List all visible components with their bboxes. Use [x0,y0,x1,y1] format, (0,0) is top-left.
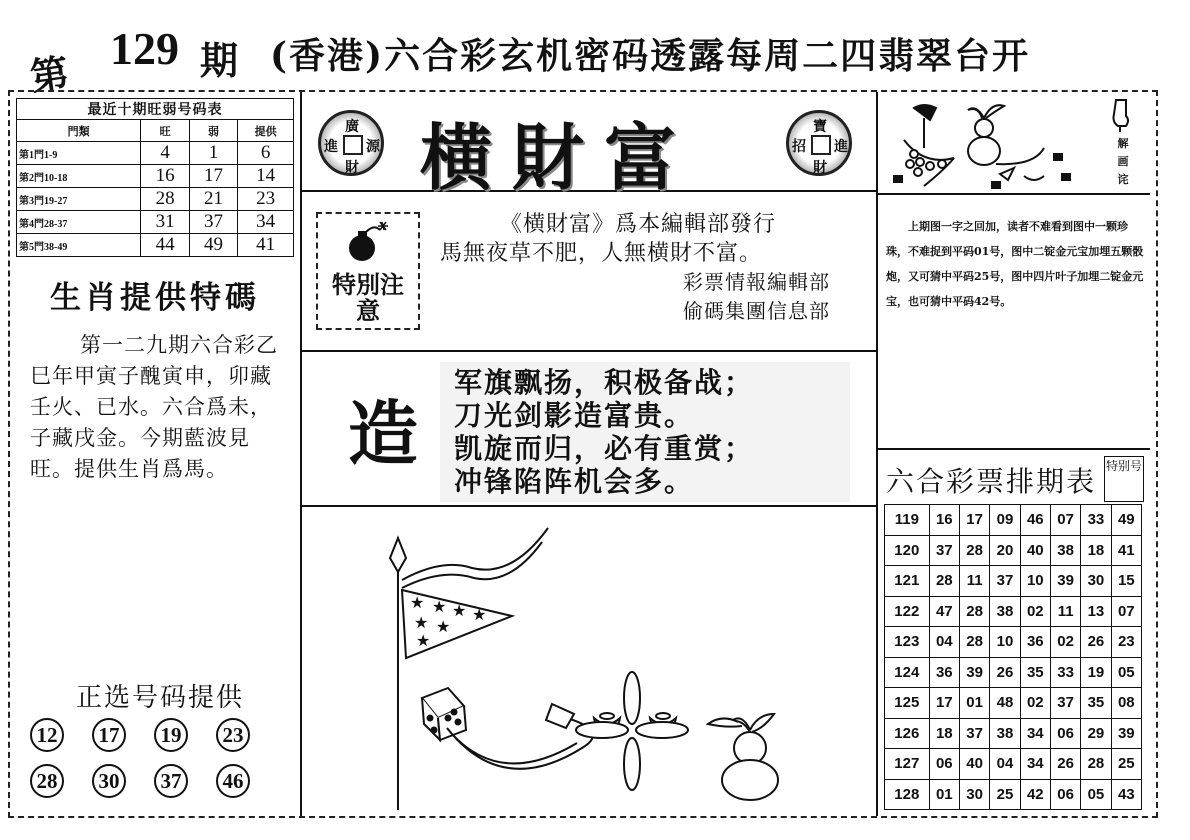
coin-char: 招 [792,139,806,155]
table-cell: 46 [1020,505,1050,536]
pick-ball: 28 [30,764,64,798]
table-cell: 48 [990,688,1020,719]
divider-poem [300,505,878,507]
table-cell: 25 [990,779,1020,810]
issue-prefix: 第 [27,49,72,100]
column-header: 弱 [189,120,237,142]
table-row [885,779,1142,810]
svg-text:★: ★ [414,613,429,632]
table-cell: 37 [189,211,237,234]
divider-notice [300,350,878,352]
row-label: 第1門1-9 [17,142,141,165]
table-cell: 06 [929,749,959,780]
table-cell: 6 [238,142,294,165]
column-header: 門類 [17,120,141,142]
row-label: 第3門19-27 [17,188,141,211]
coin-char: 進 [324,139,338,155]
table-cell: 28 [929,566,959,597]
table-row [17,211,294,234]
picks-title: 正选号码提供 [75,683,244,713]
table-cell: 02 [1050,627,1080,658]
poem-line: 刀光剑影造富贵。 [454,399,695,432]
table-cell: 31 [141,211,189,234]
special-number: 15 [1111,566,1141,597]
recent-numbers-table [16,98,294,257]
table-cell: 11 [1050,596,1080,627]
special-number: 25 [1111,749,1141,780]
table-cell: 28 [141,188,189,211]
table-cell: 37 [959,718,989,749]
notice-badge-text: 特別注意 [332,271,404,325]
pick-ball: 17 [92,718,126,752]
notice-line: 《横財富》爲本編輯部發行 [500,212,777,237]
dice-icon [422,688,466,740]
table-cell: 17 [929,688,959,719]
table-cell: 09 [990,505,1020,536]
svg-text:★: ★ [472,605,487,624]
clover-icon [576,672,688,790]
table-cell: 37 [990,566,1020,597]
coin-char: 廣 [345,119,359,135]
notice-text [440,210,860,326]
page-title: (香港)六合彩玄机密码透露每周二四翡翠台开 [270,35,1031,77]
riddle-label: 解画诧 [1117,137,1129,186]
schedule-title: 六合彩票排期表 [886,465,1097,498]
special-number: 41 [1111,535,1141,566]
table-cell: 02 [1020,688,1050,719]
table-cell: 16 [929,505,959,536]
special-number: 08 [1111,688,1141,719]
table-cell: 10 [1020,566,1050,597]
coin-char: 財 [813,160,827,176]
table-cell: 44 [141,234,189,257]
pick-ball: 12 [30,718,64,752]
svg-text:★: ★ [410,593,425,612]
pick-ball: 30 [92,764,126,798]
table-row [885,688,1142,719]
notice-line: 彩票情報編輯部 [683,270,830,294]
table-cell: 35 [1020,657,1050,688]
coin-char: 進 [834,139,848,155]
table-row [885,718,1142,749]
row-label: 第5門38-49 [17,234,141,257]
table-cell: 36 [929,657,959,688]
table-cell: 40 [959,749,989,780]
table-cell: 35 [1081,688,1111,719]
issue-number: 129 [110,23,179,74]
notice-line: 偷碼集團信息部 [683,299,830,323]
coin-left [318,110,384,176]
coin-char: 源 [366,139,380,155]
schedule-table [884,504,1142,810]
table-row [17,165,294,188]
draw-number: 120 [885,535,930,566]
coin-char: 財 [345,160,359,176]
table-cell: 06 [1050,718,1080,749]
table-cell: 4 [141,142,189,165]
table-cell: 37 [1050,688,1080,719]
pick-ball: 19 [154,718,188,752]
special-number: 39 [1111,718,1141,749]
issue-suffix: 期 [200,38,239,83]
riddle-illustration [302,508,874,816]
pointing-hand-icon [1108,96,1134,134]
special-number: 07 [1111,596,1141,627]
table-cell: 18 [929,718,959,749]
table-cell: 42 [1020,779,1050,810]
table-cell: 37 [929,535,959,566]
special-number: 43 [1111,779,1141,810]
table-cell: 28 [1081,749,1111,780]
special-number: 49 [1111,505,1141,536]
table-cell: 47 [929,596,959,627]
table-cell: 05 [1081,779,1111,810]
divider-riddle [878,193,1150,195]
table-cell: 13 [1081,596,1111,627]
special-number-label: 特别号 [1104,456,1144,502]
pick-ball: 23 [216,718,250,752]
special-number: 05 [1111,657,1141,688]
table-row [17,142,294,165]
riddle-picture [884,96,1104,192]
table-cell: 28 [959,596,989,627]
riddle-text: 上期图一字之回加，读者不难看到图中一颗珍珠，不难捉到平码01号，图中二锭金元宝加埋五颗骰炮，又可猜中平码25号，图中四片叶子加埋二锭金元宝，也可猜中平码42号。 [886,220,1144,308]
draw-number: 122 [885,596,930,627]
coin-right [786,110,852,176]
special-number: 23 [1111,627,1141,658]
picks-list [30,718,280,798]
divider-schedule [878,448,1150,450]
bomb-icon [340,220,400,266]
table-cell: 28 [959,627,989,658]
svg-text:★: ★ [452,601,467,620]
poem-line: 军旗飘扬，积极备战； [454,366,755,399]
table-cell: 36 [1020,627,1050,658]
row-label: 第2門10-18 [17,165,141,188]
table-row [885,657,1142,688]
table-cell: 29 [1081,718,1111,749]
table-cell: 1 [189,142,237,165]
table-cell: 17 [189,165,237,188]
table-cell: 04 [990,749,1020,780]
table-cell: 40 [1020,535,1050,566]
poem-line: 凯旋而归，必有重赏； [454,432,755,465]
header [0,0,1190,100]
table-cell: 30 [959,779,989,810]
zodiac-text: 第一二九期六合彩乙巳年甲寅子醜寅申，卯藏壬火、已水。六合爲未，子藏戌金。今期藍波見旺。提供生肖爲馬。 [30,333,278,481]
table-row [885,505,1142,536]
table-cell: 38 [990,718,1020,749]
table-cell: 04 [929,627,959,658]
table-cell: 41 [238,234,294,257]
table-row [17,234,294,257]
table-cell: 19 [1081,657,1111,688]
draw-number: 126 [885,718,930,749]
svg-text:★: ★ [416,631,431,650]
table-cell: 18 [1081,535,1111,566]
draw-number: 127 [885,749,930,780]
table-cell: 01 [929,779,959,810]
table-cell: 20 [990,535,1020,566]
table-cell: 34 [1020,718,1050,749]
svg-text:★: ★ [432,597,447,616]
table-cell: 10 [990,627,1020,658]
table-cell: 02 [1020,596,1050,627]
table-cell: 17 [959,505,989,536]
table-cell: 33 [1081,505,1111,536]
table-cell: 26 [990,657,1020,688]
pick-ball: 37 [154,764,188,798]
table-cell: 30 [1081,566,1111,597]
svg-text:★: ★ [436,617,451,636]
draw-number: 121 [885,566,930,597]
table-row [885,749,1142,780]
table-cell: 16 [141,165,189,188]
table-cell: 38 [1050,535,1080,566]
table-cell: 06 [1050,779,1080,810]
table-cell: 34 [238,211,294,234]
draw-number: 119 [885,505,930,536]
poem-line: 冲锋陷阵机会多。 [454,465,695,498]
poem [440,362,850,502]
main-title: 横財富 [420,115,697,200]
notice-line: 馬無夜草不肥，人無横財不富。 [440,241,763,266]
draw-number: 125 [885,688,930,719]
draw-number: 128 [885,779,930,810]
table-row [885,596,1142,627]
zodiac-title: 生肖提供特碼 [50,280,260,316]
table-row [17,188,294,211]
table-cell: 11 [959,566,989,597]
divider-right [876,92,878,816]
table-cell: 28 [959,535,989,566]
coin-char: 寶 [813,119,827,135]
table-cell: 14 [238,165,294,188]
row-label: 第4門28-37 [17,211,141,234]
table-cell: 26 [1050,749,1080,780]
column-header: 提供 [238,120,294,142]
table-cell: 38 [990,596,1020,627]
table-cell: 26 [1081,627,1111,658]
table-cell: 33 [1050,657,1080,688]
table-cell: 39 [959,657,989,688]
table-cell: 21 [189,188,237,211]
draw-number: 124 [885,657,930,688]
table-row [885,566,1142,597]
table-cell: 39 [1050,566,1080,597]
pick-ball: 46 [216,764,250,798]
column-header: 旺 [141,120,189,142]
table-cell: 07 [1050,505,1080,536]
table-row [885,535,1142,566]
table-cell: 01 [959,688,989,719]
table-caption: 最近十期旺弱号码表 [17,99,294,120]
poem-keyword: 造 [348,393,418,475]
table-cell: 23 [238,188,294,211]
gourd-icon [708,714,778,800]
table-cell: 34 [1020,749,1050,780]
table-row [885,627,1142,658]
draw-number: 123 [885,627,930,658]
table-cell: 49 [189,234,237,257]
